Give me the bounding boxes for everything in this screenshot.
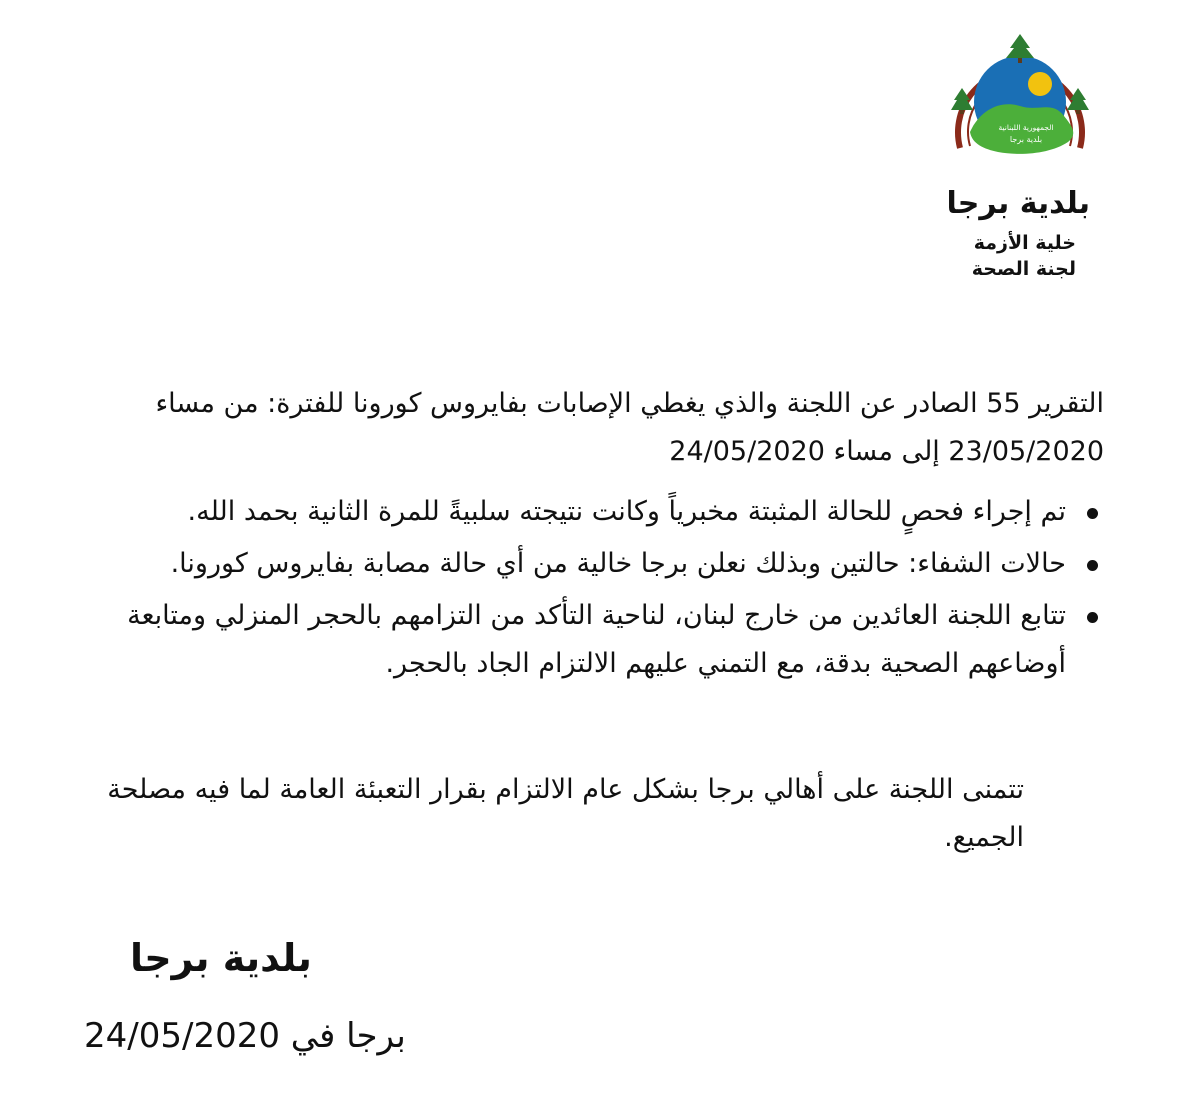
bullet-dot-icon — [1087, 560, 1098, 571]
bullet-text: حالات الشفاء: حالتين وبذلك نعلن برجا خالية من أي حالة مصابة بفايروس كورونا. — [170, 548, 1066, 579]
signature-place-date: برجا في 24/05/2020 — [84, 1016, 406, 1056]
health-committee-label: لجنة الصحة — [971, 258, 1076, 280]
org-title: بلدية برجا — [946, 186, 1090, 221]
emblem-text-line2: بلدية برجا — [1009, 135, 1043, 144]
report-intro: التقرير 55 الصادر عن اللجنة والذي يغطي الإصابات بفايروس كورونا للفترة: من مساء 23/05/2020 إلى مساء 24/05/2020 — [155, 388, 1104, 467]
list-item — [104, 488, 1104, 536]
bullet-text: تم إجراء فحصٍ للحالة المثبتة مخبرياً وكانت نتيجته سلبيةً للمرة الثانية بحمد الله. — [187, 496, 1066, 527]
signature-name: بلدية برجا — [130, 936, 312, 980]
emblem-text-line1: الجمهورية اللبنانية — [998, 123, 1054, 132]
bullet-dot-icon — [1087, 612, 1098, 623]
list-item — [104, 592, 1104, 688]
crisis-unit-label: خلية الأزمة — [973, 232, 1076, 254]
bullet-text: تتابع اللجنة العائدين من خارج لبنان، لناحية التأكد من التزامهم بالحجر المنزلي ومتابعة أوضاعهم الصحية بدقة، مع التمني عليهم الالتزام الجاد بالحجر. — [127, 600, 1066, 679]
municipality-emblem-logo — [940, 30, 1100, 180]
report-bullet-list — [104, 488, 1104, 692]
bullet-dot-icon — [1087, 508, 1098, 519]
closing-paragraph: تتمنى اللجنة على أهالي برجا بشكل عام الالتزام بقرار التعبئة العامة لما فيه مصلحة الجميع. — [107, 774, 1024, 853]
list-item — [104, 540, 1104, 588]
